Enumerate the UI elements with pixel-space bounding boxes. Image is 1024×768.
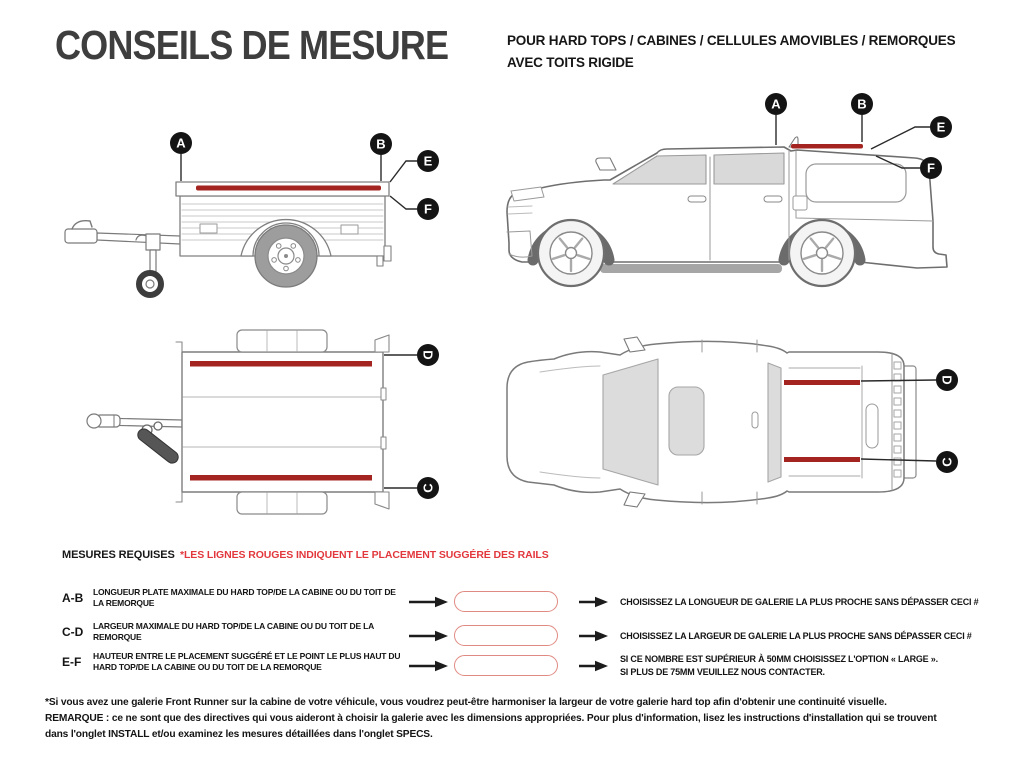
svg-text:E: E	[423, 153, 433, 169]
svg-text:F: F	[424, 201, 432, 217]
sunroof	[669, 387, 704, 455]
svg-text:C: C	[420, 483, 436, 493]
arrow-right-icon	[408, 660, 448, 672]
label-b	[851, 93, 873, 115]
arrow-right-icon	[578, 596, 608, 608]
svg-text:D: D	[939, 375, 955, 385]
measurement-key: A-B	[62, 591, 84, 605]
side-mirror	[596, 158, 616, 170]
svg-text:D: D	[420, 350, 436, 360]
svg-text:B: B	[857, 96, 867, 112]
svg-text:A: A	[176, 135, 186, 151]
svg-text:C: C	[939, 457, 955, 467]
side-mirror	[624, 337, 645, 352]
suggested-rail-line	[196, 186, 381, 191]
canopy-window	[806, 164, 906, 202]
truck-front-wheel	[538, 220, 604, 286]
svg-text:B: B	[376, 136, 386, 152]
label-c	[936, 451, 958, 473]
footnote	[45, 695, 1015, 742]
label-d	[936, 369, 958, 391]
label-a	[765, 93, 787, 115]
truck-top-body	[507, 341, 904, 502]
truck-top-view-illustration	[507, 337, 916, 507]
measurement-description: HAUTEUR ENTRE LE PLACEMENT SUGGÉRÉ ET LE POINT LE PLUS HAUT DU HARD TOP/DE LA CABINE OU DU TOIT DE LA REMORQUE	[93, 651, 401, 673]
label-a	[170, 132, 192, 154]
label-f	[417, 198, 439, 220]
suggested-rail-line	[784, 380, 860, 385]
side-mirror	[624, 492, 645, 507]
truck-top-labels	[936, 369, 958, 473]
svg-text:E: E	[936, 119, 946, 135]
arrow-right-icon	[578, 660, 608, 672]
jockey-handle	[135, 426, 180, 465]
measurement-row-cd	[62, 619, 1014, 653]
measurement-description: LARGEUR MAXIMALE DU HARD TOP/DE LA CABINE OU DU TOIT DE LA REMORQUE	[93, 621, 374, 643]
arrow-right-icon	[408, 630, 448, 642]
measurement-result	[620, 653, 1020, 678]
svg-text:F: F	[927, 160, 935, 176]
measurement-row-ab	[62, 585, 1014, 619]
measurement-result: CHOISISSEZ LA LARGEUR DE GALERIE LA PLUS PROCHE SANS DÉPASSER CECI #	[620, 631, 972, 641]
label-e	[930, 116, 952, 138]
arrow-right-icon	[408, 596, 448, 608]
suggested-rail-line	[784, 457, 860, 462]
label-f	[920, 157, 942, 179]
footnote-line-3: dans l'onglet INSTALL et/ou examinez les mesures détaillées dans l'onglet SPECS.	[45, 728, 433, 740]
measurement-row-ef	[62, 649, 1014, 683]
suggested-rail-line	[791, 144, 863, 149]
windshield	[603, 359, 658, 485]
footnote-line-2: REMARQUE : ce ne sont que des directives qui vous aideront à choisir la galerie avec les dimensions appropriées. Pour plus d'information, lisez les instructions d'installation qui se trouvent	[45, 712, 937, 724]
trailer-top-labels	[417, 344, 439, 499]
subtitle-line-2: AVEC TOITS RIGIDE	[507, 54, 634, 70]
truck-rear-wheel	[789, 220, 855, 286]
measurement-write-in-box	[454, 655, 558, 676]
trailer-top-view-illustration	[87, 330, 389, 514]
truck-side-view-illustration	[507, 137, 947, 286]
label-e	[417, 150, 439, 172]
measurement-key: C-D	[62, 625, 84, 639]
suggested-rail-line	[190, 361, 372, 367]
page-title: CONSEILS DE MESURE	[55, 22, 449, 68]
result-line-1: SI CE NOMBRE EST SUPÉRIEUR À 50MM CHOISISSEZ L'OPTION « LARGE ».	[620, 654, 938, 664]
arrow-right-icon	[578, 630, 608, 642]
measurement-write-in-box	[454, 625, 558, 646]
measurement-description: LONGUEUR PLATE MAXIMALE DU HARD TOP/DE LA CABINE OU DU TOIT DE LA REMORQUE	[93, 587, 396, 609]
red-rail-note: *LES LIGNES ROUGES INDIQUENT LE PLACEMENT SUGGÉRÉ DES RAILS	[180, 549, 549, 561]
suggested-rail-line	[190, 475, 372, 481]
measurement-write-in-box	[454, 591, 558, 612]
label-c	[417, 477, 439, 499]
measurement-key: E-F	[62, 655, 82, 669]
measurement-result: CHOISISSEZ LA LONGUEUR DE GALERIE LA PLUS PROCHE SANS DÉPASSER CECI #	[620, 597, 979, 607]
measurements-heading: MESURES REQUISES	[62, 549, 175, 561]
label-d	[417, 344, 439, 366]
subtitle-line-1: POUR HARD TOPS / CABINES / CELLULES AMOVIBLES / REMORQUES	[507, 33, 956, 48]
label-b	[370, 133, 392, 155]
svg-text:A: A	[771, 96, 781, 112]
footnote-line-1: *Si vous avez une galerie Front Runner sur la cabine de votre véhicule, vous voudrez peut-être harmoniser la largeur de votre galerie hard top afin d'obtenir une continuité visuelle.	[45, 697, 887, 708]
page-subtitle	[507, 30, 1007, 73]
trailer-side-view-illustration	[65, 182, 391, 295]
trailer-top-callouts	[384, 355, 417, 488]
result-line-2: SI PLUS DE 75MM VEUILLEZ NOUS CONTACTER.	[620, 666, 825, 677]
